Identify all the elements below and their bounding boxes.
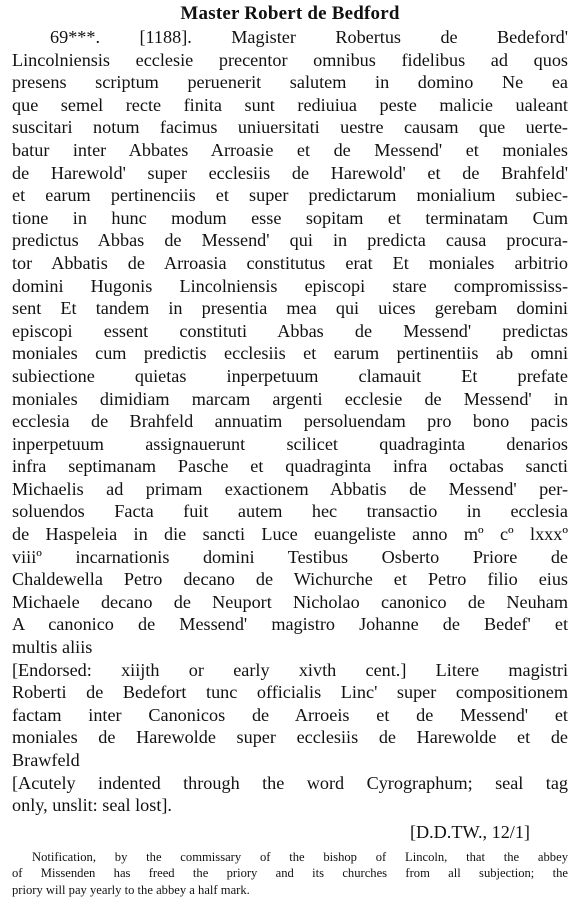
endorsement-line: factam inter Canonicos de Arroeis et de Messend' et — [12, 704, 568, 725]
charter-line: Michaelis ad primam exactionem Abbatis de Messend' per- — [12, 478, 568, 499]
charter-line: Lincolniensis ecclesie precentor omnibus fidelibus ad quos — [12, 49, 568, 70]
charter-line: de Haspeleia in die sancti Luce euangeliste anno mº cº lxxxº — [12, 524, 568, 545]
charter-line: ecclesia de Brahfeld annuatim persoluendam pro bono pacis — [12, 411, 568, 432]
charter-line: inperpetuum assignauerunt scilicet quadraginta denarios — [12, 433, 568, 454]
charter-line: de Harewold' super ecclesiis de Harewold' et de Brahfeld' — [12, 162, 568, 183]
charter-line: moniales dimidiam marcam argenti ecclesie de Messend' in — [12, 388, 568, 409]
seal-note-line: only, unslit: seal lost]. — [12, 795, 172, 816]
charter-line: soluendos Facta fuit autem hec transactio in ecclesia — [12, 501, 568, 522]
charter-line: batur inter Abbates Arroasie et de Messend' et moniales — [12, 139, 568, 160]
summary-line: priory will pay yearly to the abbey a half mark. — [12, 882, 250, 897]
charter-line: predictus Abbas de Messend' qui in predicta causa procura- — [12, 230, 568, 251]
charter-line: que semel recte finita sunt rediuiua peste malicie ualeant — [12, 94, 568, 115]
charter-line: et earum pertinenciis et super predictarum monialium subiec- — [12, 185, 568, 206]
charter-line: A canonico de Messend' magistro Johanne de Bedef' et — [12, 614, 568, 635]
endorsement-line: Roberti de Bedefort tunc officialis Linc' super compositionem — [12, 682, 568, 703]
charter-line: moniales cum predictis ecclesiis et earum pertinentiis ab omni — [12, 343, 568, 364]
endorsement-line: Brawfeld — [12, 750, 80, 770]
document-page — [12, 2, 568, 898]
charter-line: tor Abbatis de Arroasia constitutus erat Et moniales arbitrio — [12, 252, 568, 273]
seal-note-line: [Acutely indented through the word Cyrographum; seal tag — [12, 772, 568, 793]
charter-line: Michaele decano de Neuport Nicholao canonico de Neuham — [12, 591, 568, 612]
charter-line: Chaldewella Petro decano de Wichurche et Petro filio eius — [12, 569, 568, 590]
document-heading: Master Robert de Bedford — [180, 3, 400, 24]
charter-line: multis aliis — [12, 637, 93, 658]
charter-line: 69***. [1188]. Magister Robertus de Bedeford' — [50, 27, 568, 47]
editorial-summary — [12, 849, 568, 898]
endorsement-line: moniales de Harewolde super ecclesiis de Harewolde et de — [12, 727, 568, 748]
charter-line: infra septimanam Pasche et quadraginta infra octabas sancti — [12, 456, 568, 477]
charter-line: presens scriptum peruenerit salutem in domino Ne ea — [12, 72, 568, 93]
endorsement-line: [Endorsed: xiijth or early xivth cent.] Litere magistri — [12, 659, 568, 680]
summary-line: of Missenden has freed the priory and its churches from all subjection; the — [12, 866, 568, 881]
archive-reference: [D.D.TW., 12/1] — [409, 821, 530, 842]
seal-note — [12, 772, 568, 817]
charter-line: suscitari notum facimus uniuersitati uestre causam que uerte- — [12, 117, 568, 138]
charter-line: subiectione quietas inperpetuum clamauit Et prefate — [12, 365, 568, 386]
summary-line: Notification, by the commissary of the bishop of Lincoln, that the abbey — [32, 849, 568, 864]
endorsement-note — [12, 659, 568, 772]
charter-line: sent Et tandem in presentia mea qui uices gerebam domini — [12, 298, 568, 319]
charter-line: domini Hugonis Lincolniensis episcopi stare compromississ- — [12, 275, 568, 296]
charter-line: episcopi essent constituti Abbas de Messend' predictas — [12, 320, 568, 341]
charter-line: tione in hunc modum esse sopitam et terminatam Cum — [12, 207, 568, 228]
charter-line: viiiº incarnationis domini Testibus Osberto Priore de — [12, 546, 568, 567]
charter-text — [12, 26, 568, 659]
